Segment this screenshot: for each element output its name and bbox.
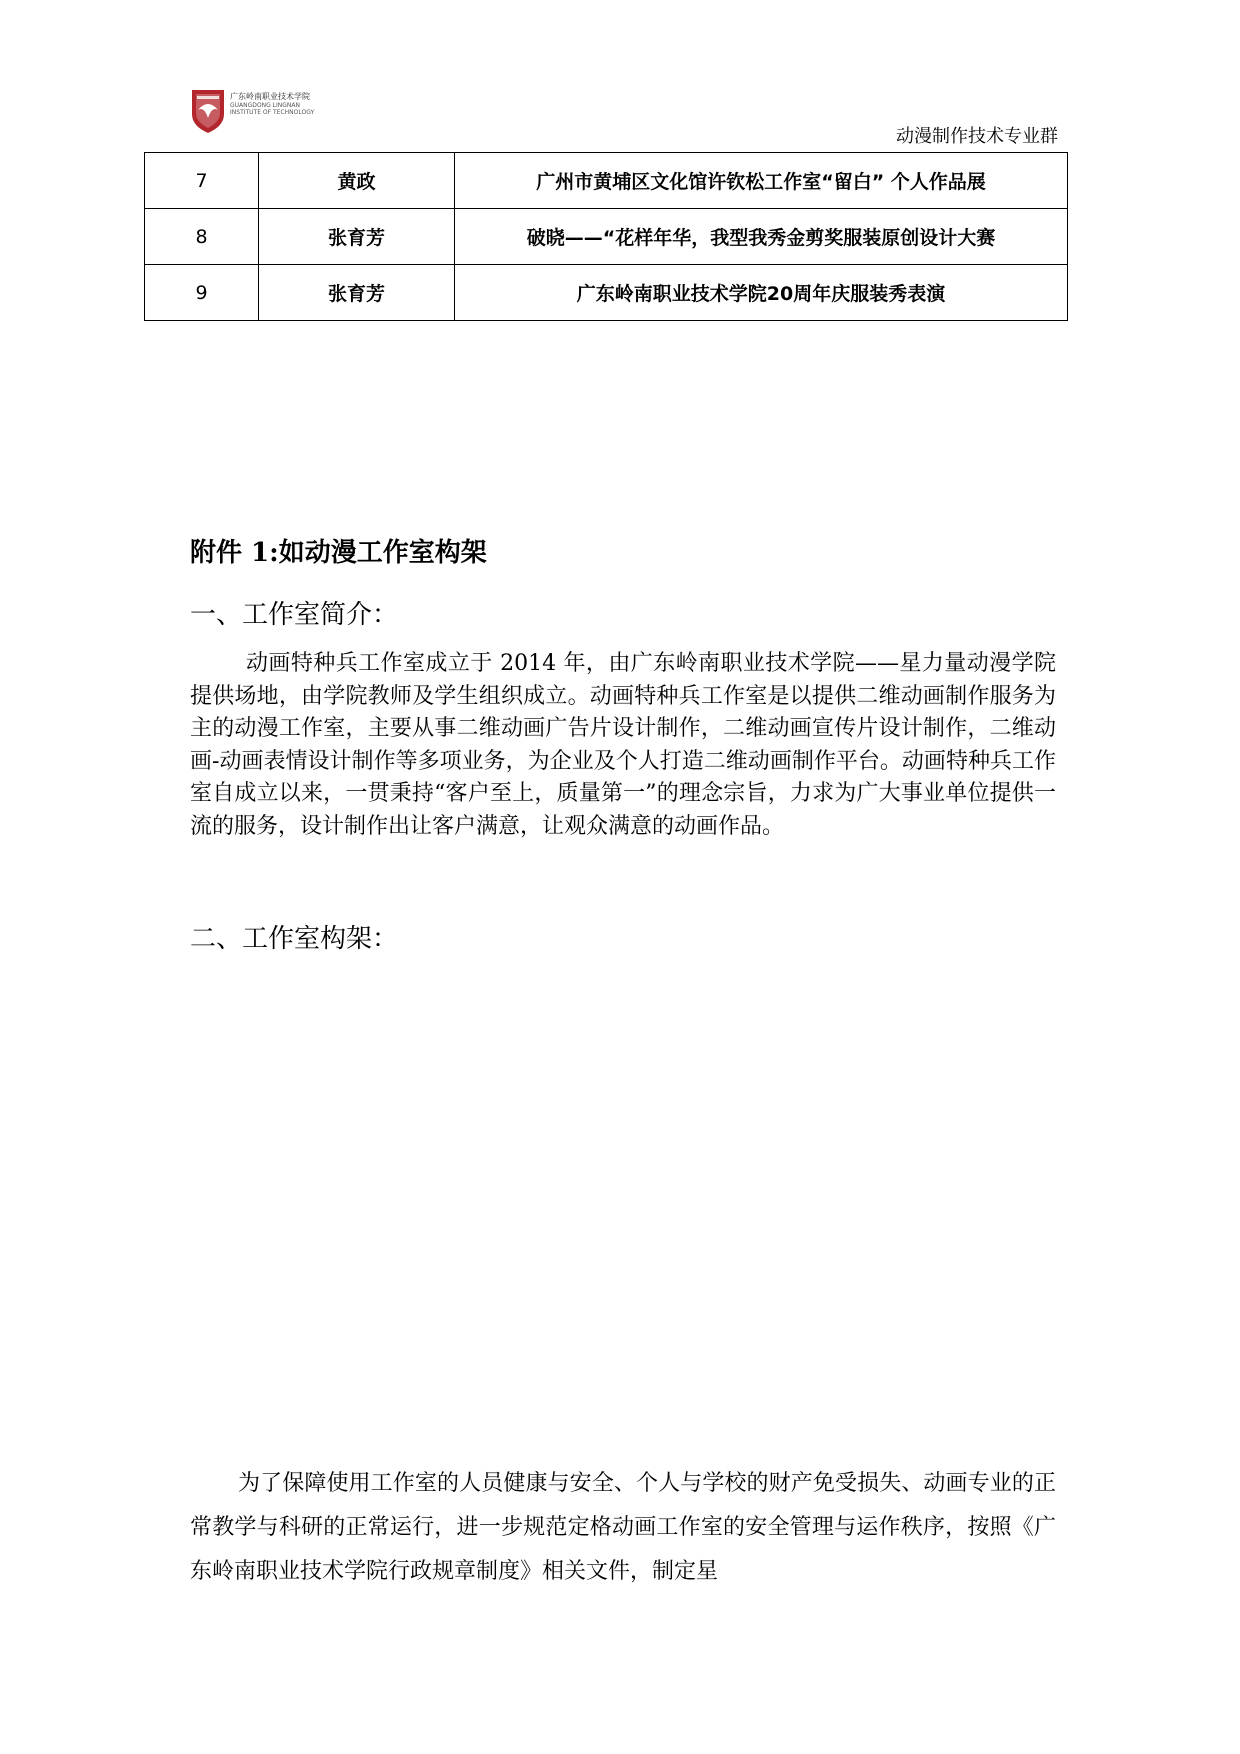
section-title-intro: 一、工作室简介： bbox=[190, 600, 399, 630]
row-number: 8 bbox=[145, 209, 259, 265]
work-title: 广东岭南职业技术学院20周年庆服装秀表演 bbox=[455, 265, 1068, 321]
closing-paragraph: 为了保障使用工作室的人员健康与安全、个人与学校的财产免受损失、动画专业的正常教学与科研的正常运行，进一步规范定格动画工作室的安全管理与运作秩序，按照《广东岭南职业技术学院行政规章制度》相关文件，制定星 bbox=[190, 1471, 1056, 1584]
table-row bbox=[145, 265, 1068, 321]
appendix-title: 附件 1:如动漫工作室构架 bbox=[190, 538, 487, 568]
row-number: 9 bbox=[145, 265, 259, 321]
logo-chinese-name: 广东岭南职业技术学院 bbox=[230, 92, 310, 101]
school-emblem-icon bbox=[190, 88, 226, 134]
intro-paragraph: 动画特种兵工作室成立于 2014 年，由广东岭南职业技术学院——星力量动漫学院提供场地，由学院教师及学生组织成立。动画特种兵工作室是以提供二维动画制作服务为主的动漫工作室，主要从事二维动画广告片设计制作，二维动画宣传片设计制作，二维动画-动画表情设计制作等多项业务，为企业及个人打造二维动画制作平台。动画特种兵工作室自成立以来，一贯秉持“客户至上，质量第一”的理念宗旨，力求为广大事业单位提供一流的服务，设计制作出让客户满意，让观众满意的动画作品。 bbox=[190, 651, 1056, 839]
awards-table bbox=[144, 152, 1068, 321]
teacher-name: 黄政 bbox=[259, 153, 455, 209]
teacher-name: 张育芳 bbox=[259, 209, 455, 265]
row-number: 7 bbox=[145, 153, 259, 209]
work-title: 广州市黄埔区文化馆许钦松工作室“留白” 个人作品展 bbox=[455, 153, 1068, 209]
section-title-structure: 二、工作室构架： bbox=[190, 924, 399, 954]
header-title: 动漫制作技术专业群 bbox=[896, 126, 1058, 147]
table-row bbox=[145, 209, 1068, 265]
school-logo bbox=[190, 88, 340, 138]
table-row bbox=[145, 153, 1068, 209]
work-title: 破晓——“花样年华，我型我秀金剪奖服装原创设计大赛 bbox=[455, 209, 1068, 265]
logo-english-name-line1: GUANGDONG LINGNAN bbox=[230, 102, 301, 109]
teacher-name: 张育芳 bbox=[259, 265, 455, 321]
logo-english-name-line2: INSTITUTE OF TECHNOLOGY bbox=[230, 109, 315, 116]
